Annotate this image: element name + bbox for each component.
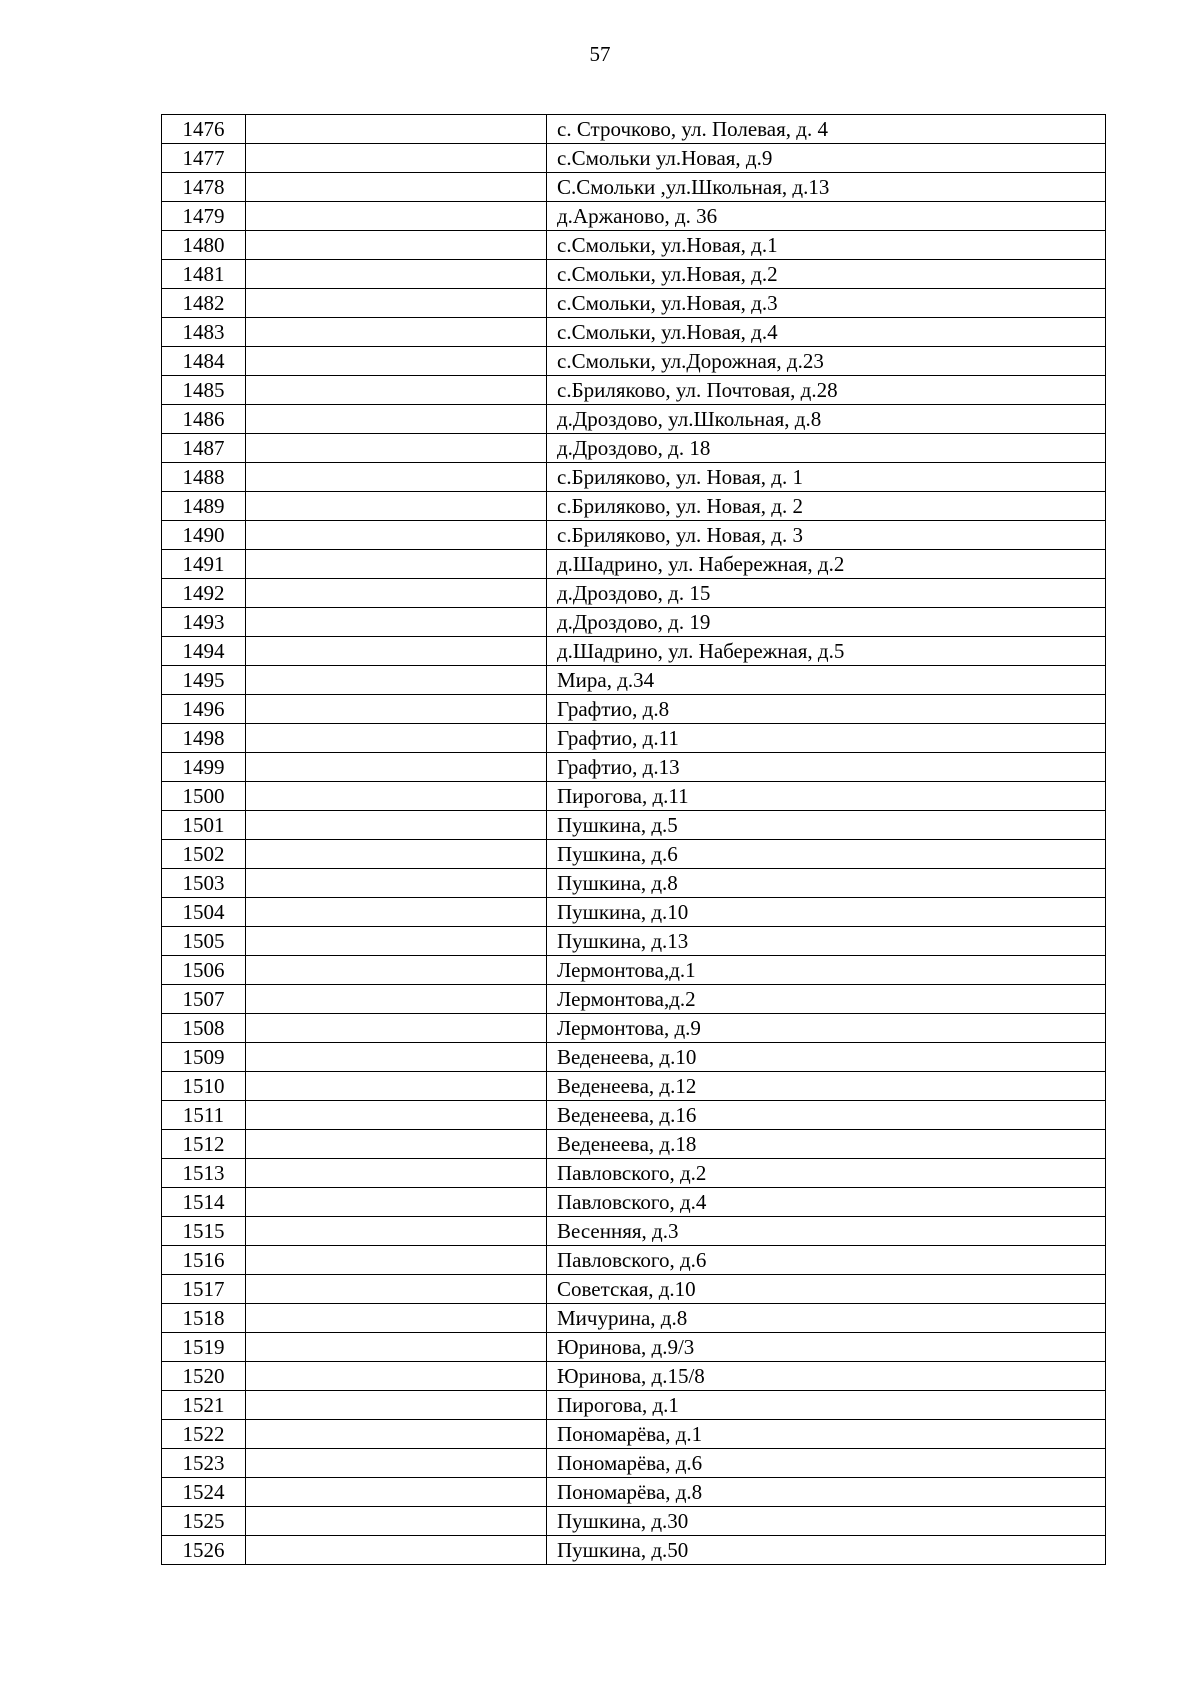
address-cell: Пономарёва, д.8 <box>547 1478 1106 1507</box>
table-row <box>162 318 1106 347</box>
address-cell: Пономарёва, д.1 <box>547 1420 1106 1449</box>
table-row <box>162 1362 1106 1391</box>
table-row <box>162 956 1106 985</box>
address-cell: Графтио, д.13 <box>547 753 1106 782</box>
address-cell: д.Шадрино, ул. Набережная, д.2 <box>547 550 1106 579</box>
table-row <box>162 144 1106 173</box>
address-cell: Мира, д.34 <box>547 666 1106 695</box>
empty-cell <box>246 840 547 869</box>
address-cell: с.Смольки, ул.Новая, д.2 <box>547 260 1106 289</box>
row-number-cell: 1489 <box>162 492 246 521</box>
empty-cell <box>246 376 547 405</box>
empty-cell <box>246 1130 547 1159</box>
row-number-cell: 1510 <box>162 1072 246 1101</box>
row-number-cell: 1490 <box>162 521 246 550</box>
address-cell: Графтио, д.11 <box>547 724 1106 753</box>
row-number-cell: 1505 <box>162 927 246 956</box>
empty-cell <box>246 898 547 927</box>
address-cell: с.Бриляково, ул. Новая, д. 1 <box>547 463 1106 492</box>
table-row <box>162 405 1106 434</box>
empty-cell <box>246 463 547 492</box>
page-number: 57 <box>589 42 611 66</box>
empty-cell <box>246 405 547 434</box>
row-number-cell: 1519 <box>162 1333 246 1362</box>
table-row <box>162 202 1106 231</box>
address-cell: Пономарёва, д.6 <box>547 1449 1106 1478</box>
table-row <box>162 1478 1106 1507</box>
table-row <box>162 1043 1106 1072</box>
address-cell: д.Аржаново, д. 36 <box>547 202 1106 231</box>
row-number-cell: 1503 <box>162 869 246 898</box>
address-cell: Пушкина, д.6 <box>547 840 1106 869</box>
address-cell: Мичурина, д.8 <box>547 1304 1106 1333</box>
table-row <box>162 434 1106 463</box>
row-number-cell: 1478 <box>162 173 246 202</box>
row-number-cell: 1514 <box>162 1188 246 1217</box>
row-number-cell: 1477 <box>162 144 246 173</box>
row-number-cell: 1479 <box>162 202 246 231</box>
row-number-cell: 1508 <box>162 1014 246 1043</box>
row-number-cell: 1515 <box>162 1217 246 1246</box>
empty-cell <box>246 608 547 637</box>
empty-cell <box>246 1420 547 1449</box>
empty-cell <box>246 637 547 666</box>
row-number-cell: 1502 <box>162 840 246 869</box>
address-table <box>161 114 1106 1565</box>
row-number-cell: 1506 <box>162 956 246 985</box>
row-number-cell: 1487 <box>162 434 246 463</box>
empty-cell <box>246 202 547 231</box>
table-row <box>162 521 1106 550</box>
empty-cell <box>246 231 547 260</box>
row-number-cell: 1480 <box>162 231 246 260</box>
row-number-cell: 1496 <box>162 695 246 724</box>
empty-cell <box>246 811 547 840</box>
row-number-cell: 1509 <box>162 1043 246 1072</box>
address-cell: Пушкина, д.13 <box>547 927 1106 956</box>
table-row <box>162 289 1106 318</box>
address-cell: Лермонтова,д.1 <box>547 956 1106 985</box>
row-number-cell: 1495 <box>162 666 246 695</box>
table-row <box>162 1101 1106 1130</box>
empty-cell <box>246 347 547 376</box>
address-cell: д.Дроздово, д. 18 <box>547 434 1106 463</box>
empty-cell <box>246 1507 547 1536</box>
table-row <box>162 840 1106 869</box>
row-number-cell: 1493 <box>162 608 246 637</box>
address-cell: Веденеева, д.10 <box>547 1043 1106 1072</box>
address-cell: с.Смольки, ул.Новая, д.4 <box>547 318 1106 347</box>
row-number-cell: 1521 <box>162 1391 246 1420</box>
row-number-cell: 1524 <box>162 1478 246 1507</box>
address-cell: Пирогова, д.11 <box>547 782 1106 811</box>
empty-cell <box>246 985 547 1014</box>
empty-cell <box>246 115 547 144</box>
empty-cell <box>246 753 547 782</box>
row-number-cell: 1484 <box>162 347 246 376</box>
table-row <box>162 376 1106 405</box>
empty-cell <box>246 1391 547 1420</box>
empty-cell <box>246 492 547 521</box>
empty-cell <box>246 521 547 550</box>
address-cell: с.Бриляково, ул. Почтовая, д.28 <box>547 376 1106 405</box>
address-cell: Павловского, д.4 <box>547 1188 1106 1217</box>
table-row <box>162 173 1106 202</box>
table-row <box>162 1507 1106 1536</box>
empty-cell <box>246 289 547 318</box>
empty-cell <box>246 666 547 695</box>
empty-cell <box>246 1275 547 1304</box>
empty-cell <box>246 869 547 898</box>
table-row <box>162 260 1106 289</box>
table-row <box>162 1072 1106 1101</box>
address-cell: Лермонтова,д.2 <box>547 985 1106 1014</box>
row-number-cell: 1499 <box>162 753 246 782</box>
address-cell: Пушкина, д.50 <box>547 1536 1106 1565</box>
address-cell: с.Бриляково, ул. Новая, д. 3 <box>547 521 1106 550</box>
address-cell: д.Дроздово, ул.Школьная, д.8 <box>547 405 1106 434</box>
table-row <box>162 637 1106 666</box>
table-row <box>162 1333 1106 1362</box>
address-cell: с. Строчково, ул. Полевая, д. 4 <box>547 115 1106 144</box>
address-cell: д.Шадрино, ул. Набережная, д.5 <box>547 637 1106 666</box>
address-cell: с.Смольки, ул.Дорожная, д.23 <box>547 347 1106 376</box>
row-number-cell: 1482 <box>162 289 246 318</box>
empty-cell <box>246 1217 547 1246</box>
row-number-cell: 1518 <box>162 1304 246 1333</box>
table-row <box>162 695 1106 724</box>
empty-cell <box>246 782 547 811</box>
empty-cell <box>246 1072 547 1101</box>
table-row <box>162 753 1106 782</box>
row-number-cell: 1491 <box>162 550 246 579</box>
table-row <box>162 1420 1106 1449</box>
table-row <box>162 608 1106 637</box>
address-cell: Пушкина, д.30 <box>547 1507 1106 1536</box>
row-number-cell: 1492 <box>162 579 246 608</box>
empty-cell <box>246 1362 547 1391</box>
empty-cell <box>246 1304 547 1333</box>
table-row <box>162 782 1106 811</box>
table-row <box>162 579 1106 608</box>
row-number-cell: 1485 <box>162 376 246 405</box>
table-row <box>162 1304 1106 1333</box>
address-cell: Лермонтова, д.9 <box>547 1014 1106 1043</box>
empty-cell <box>246 1246 547 1275</box>
table-row <box>162 1449 1106 1478</box>
empty-cell <box>246 550 547 579</box>
address-cell: д.Дроздово, д. 15 <box>547 579 1106 608</box>
row-number-cell: 1512 <box>162 1130 246 1159</box>
address-cell: Юринова, д.15/8 <box>547 1362 1106 1391</box>
empty-cell <box>246 695 547 724</box>
empty-cell <box>246 144 547 173</box>
address-cell: Пирогова, д.1 <box>547 1391 1106 1420</box>
empty-cell <box>246 260 547 289</box>
empty-cell <box>246 173 547 202</box>
empty-cell <box>246 1014 547 1043</box>
table-row <box>162 231 1106 260</box>
row-number-cell: 1494 <box>162 637 246 666</box>
address-cell: Советская, д.10 <box>547 1275 1106 1304</box>
row-number-cell: 1498 <box>162 724 246 753</box>
table-row <box>162 927 1106 956</box>
row-number-cell: 1511 <box>162 1101 246 1130</box>
table-row <box>162 1159 1106 1188</box>
row-number-cell: 1513 <box>162 1159 246 1188</box>
table-row <box>162 1188 1106 1217</box>
empty-cell <box>246 927 547 956</box>
row-number-cell: 1517 <box>162 1275 246 1304</box>
address-cell: с.Смольки, ул.Новая, д.3 <box>547 289 1106 318</box>
empty-cell <box>246 724 547 753</box>
table-row <box>162 1014 1106 1043</box>
row-number-cell: 1523 <box>162 1449 246 1478</box>
empty-cell <box>246 1478 547 1507</box>
table-row <box>162 492 1106 521</box>
row-number-cell: 1481 <box>162 260 246 289</box>
empty-cell <box>246 1449 547 1478</box>
table-row <box>162 1275 1106 1304</box>
empty-cell <box>246 318 547 347</box>
empty-cell <box>246 1043 547 1072</box>
address-cell: Павловского, д.6 <box>547 1246 1106 1275</box>
address-cell: Пушкина, д.10 <box>547 898 1106 927</box>
empty-cell <box>246 956 547 985</box>
row-number-cell: 1504 <box>162 898 246 927</box>
address-cell: Веденеева, д.18 <box>547 1130 1106 1159</box>
row-number-cell: 1500 <box>162 782 246 811</box>
row-number-cell: 1488 <box>162 463 246 492</box>
empty-cell <box>246 1101 547 1130</box>
empty-cell <box>246 1536 547 1565</box>
empty-cell <box>246 579 547 608</box>
row-number-cell: 1522 <box>162 1420 246 1449</box>
row-number-cell: 1483 <box>162 318 246 347</box>
row-number-cell: 1476 <box>162 115 246 144</box>
table-row <box>162 1391 1106 1420</box>
address-cell: Весенняя, д.3 <box>547 1217 1106 1246</box>
table-row <box>162 347 1106 376</box>
address-cell: Веденеева, д.12 <box>547 1072 1106 1101</box>
address-table-body <box>162 115 1106 1565</box>
address-cell: с.Смольки ул.Новая, д.9 <box>547 144 1106 173</box>
row-number-cell: 1507 <box>162 985 246 1014</box>
table-row <box>162 869 1106 898</box>
empty-cell <box>246 1188 547 1217</box>
empty-cell <box>246 1159 547 1188</box>
address-cell: Пушкина, д.5 <box>547 811 1106 840</box>
table-row <box>162 811 1106 840</box>
table-row <box>162 1536 1106 1565</box>
address-cell: Павловского, д.2 <box>547 1159 1106 1188</box>
table-row <box>162 115 1106 144</box>
table-row <box>162 550 1106 579</box>
table-row <box>162 1246 1106 1275</box>
table-row <box>162 463 1106 492</box>
row-number-cell: 1486 <box>162 405 246 434</box>
table-row <box>162 666 1106 695</box>
address-cell: с.Смольки, ул.Новая, д.1 <box>547 231 1106 260</box>
empty-cell <box>246 1333 547 1362</box>
row-number-cell: 1501 <box>162 811 246 840</box>
address-cell: Пушкина, д.8 <box>547 869 1106 898</box>
empty-cell <box>246 434 547 463</box>
table-row <box>162 1130 1106 1159</box>
address-cell: с.Бриляково, ул. Новая, д. 2 <box>547 492 1106 521</box>
table-row <box>162 724 1106 753</box>
address-cell: С.Смольки ,ул.Школьная, д.13 <box>547 173 1106 202</box>
table-row <box>162 1217 1106 1246</box>
row-number-cell: 1516 <box>162 1246 246 1275</box>
row-number-cell: 1525 <box>162 1507 246 1536</box>
address-cell: Веденеева, д.16 <box>547 1101 1106 1130</box>
row-number-cell: 1526 <box>162 1536 246 1565</box>
address-cell: Графтио, д.8 <box>547 695 1106 724</box>
table-row <box>162 898 1106 927</box>
address-cell: Юринова, д.9/3 <box>547 1333 1106 1362</box>
row-number-cell: 1520 <box>162 1362 246 1391</box>
address-cell: д.Дроздово, д. 19 <box>547 608 1106 637</box>
table-row <box>162 985 1106 1014</box>
